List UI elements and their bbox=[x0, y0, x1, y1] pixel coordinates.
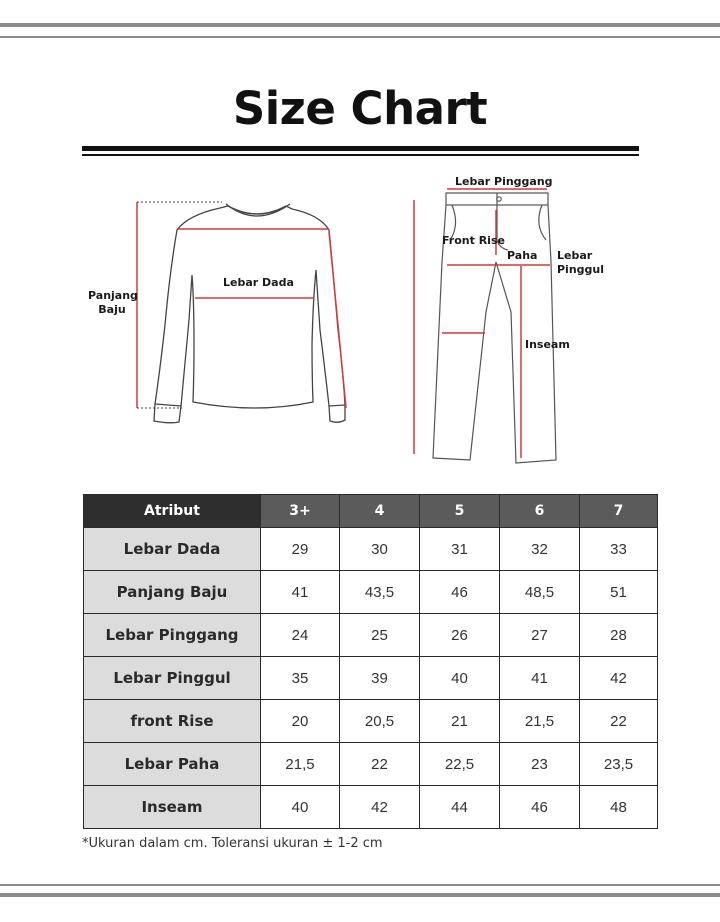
table-cell: 29 bbox=[261, 528, 340, 571]
bottom-border-line-thin bbox=[0, 884, 720, 886]
label-lebar-pinggul: Lebar Pinggul bbox=[557, 249, 605, 276]
bottom-border-line bbox=[0, 893, 720, 897]
size-table bbox=[83, 494, 658, 829]
table-header-row bbox=[84, 495, 658, 528]
table-cell: 22,5 bbox=[420, 743, 500, 786]
table-cell: 39 bbox=[340, 657, 420, 700]
table-cell: 43,5 bbox=[340, 571, 420, 614]
table-cell: 24 bbox=[261, 614, 340, 657]
table-cell: 48 bbox=[580, 786, 658, 829]
table-cell: 23 bbox=[500, 743, 580, 786]
table-cell: 32 bbox=[500, 528, 580, 571]
table-cell: 21,5 bbox=[500, 700, 580, 743]
table-cell: 44 bbox=[420, 786, 500, 829]
label-front-rise: Front Rise bbox=[442, 234, 505, 247]
header-size: 5 bbox=[420, 495, 500, 528]
header-size: 6 bbox=[500, 495, 580, 528]
table-row bbox=[84, 700, 658, 743]
shirt-measure-lines bbox=[137, 202, 346, 408]
table-cell: 46 bbox=[420, 571, 500, 614]
header-size: 7 bbox=[580, 495, 658, 528]
table-cell: 28 bbox=[580, 614, 658, 657]
table-row bbox=[84, 571, 658, 614]
table-cell: 20 bbox=[261, 700, 340, 743]
label-inseam: Inseam bbox=[525, 338, 570, 351]
table-cell: 40 bbox=[420, 657, 500, 700]
label-lebar-dada: Lebar Dada bbox=[223, 276, 294, 289]
table-cell: 48,5 bbox=[500, 571, 580, 614]
table-cell: 41 bbox=[500, 657, 580, 700]
table-cell: 41 bbox=[261, 571, 340, 614]
label-lebar-pinggang: Lebar Pinggang bbox=[455, 175, 553, 188]
table-cell: 23,5 bbox=[580, 743, 658, 786]
table-cell: 51 bbox=[580, 571, 658, 614]
row-attribute: Inseam bbox=[84, 786, 261, 829]
row-attribute: Lebar Dada bbox=[84, 528, 261, 571]
table-cell: 40 bbox=[261, 786, 340, 829]
row-attribute: Panjang Baju bbox=[84, 571, 261, 614]
table-cell: 35 bbox=[261, 657, 340, 700]
size-note: *Ukuran dalam cm. Toleransi ukuran ± 1-2 cm bbox=[82, 836, 383, 851]
row-attribute: Lebar Pinggul bbox=[84, 657, 261, 700]
table-row bbox=[84, 528, 658, 571]
table-cell: 26 bbox=[420, 614, 500, 657]
header-size: 3+ bbox=[261, 495, 340, 528]
row-attribute: Lebar Pinggang bbox=[84, 614, 261, 657]
row-attribute: front Rise bbox=[84, 700, 261, 743]
table-cell: 33 bbox=[580, 528, 658, 571]
table-cell: 31 bbox=[420, 528, 500, 571]
table-cell: 22 bbox=[580, 700, 658, 743]
table-cell: 21 bbox=[420, 700, 500, 743]
table-row bbox=[84, 657, 658, 700]
table-cell: 46 bbox=[500, 786, 580, 829]
row-attribute: Lebar Paha bbox=[84, 743, 261, 786]
table-cell: 27 bbox=[500, 614, 580, 657]
table-cell: 30 bbox=[340, 528, 420, 571]
table-row bbox=[84, 743, 658, 786]
table-row bbox=[84, 786, 658, 829]
table-cell: 25 bbox=[340, 614, 420, 657]
table-cell: 20,5 bbox=[340, 700, 420, 743]
label-panjang-baju: Panjang Baju bbox=[88, 289, 138, 316]
header-atribut: Atribut bbox=[84, 495, 261, 528]
table-cell: 42 bbox=[340, 786, 420, 829]
table-cell: 42 bbox=[580, 657, 658, 700]
page-title: Size Chart bbox=[232, 82, 488, 135]
label-paha: Paha bbox=[507, 249, 538, 262]
table-row bbox=[84, 614, 658, 657]
table-cell: 22 bbox=[340, 743, 420, 786]
header-size: 4 bbox=[340, 495, 420, 528]
shirt-drawing bbox=[154, 204, 345, 423]
table-cell: 21,5 bbox=[261, 743, 340, 786]
